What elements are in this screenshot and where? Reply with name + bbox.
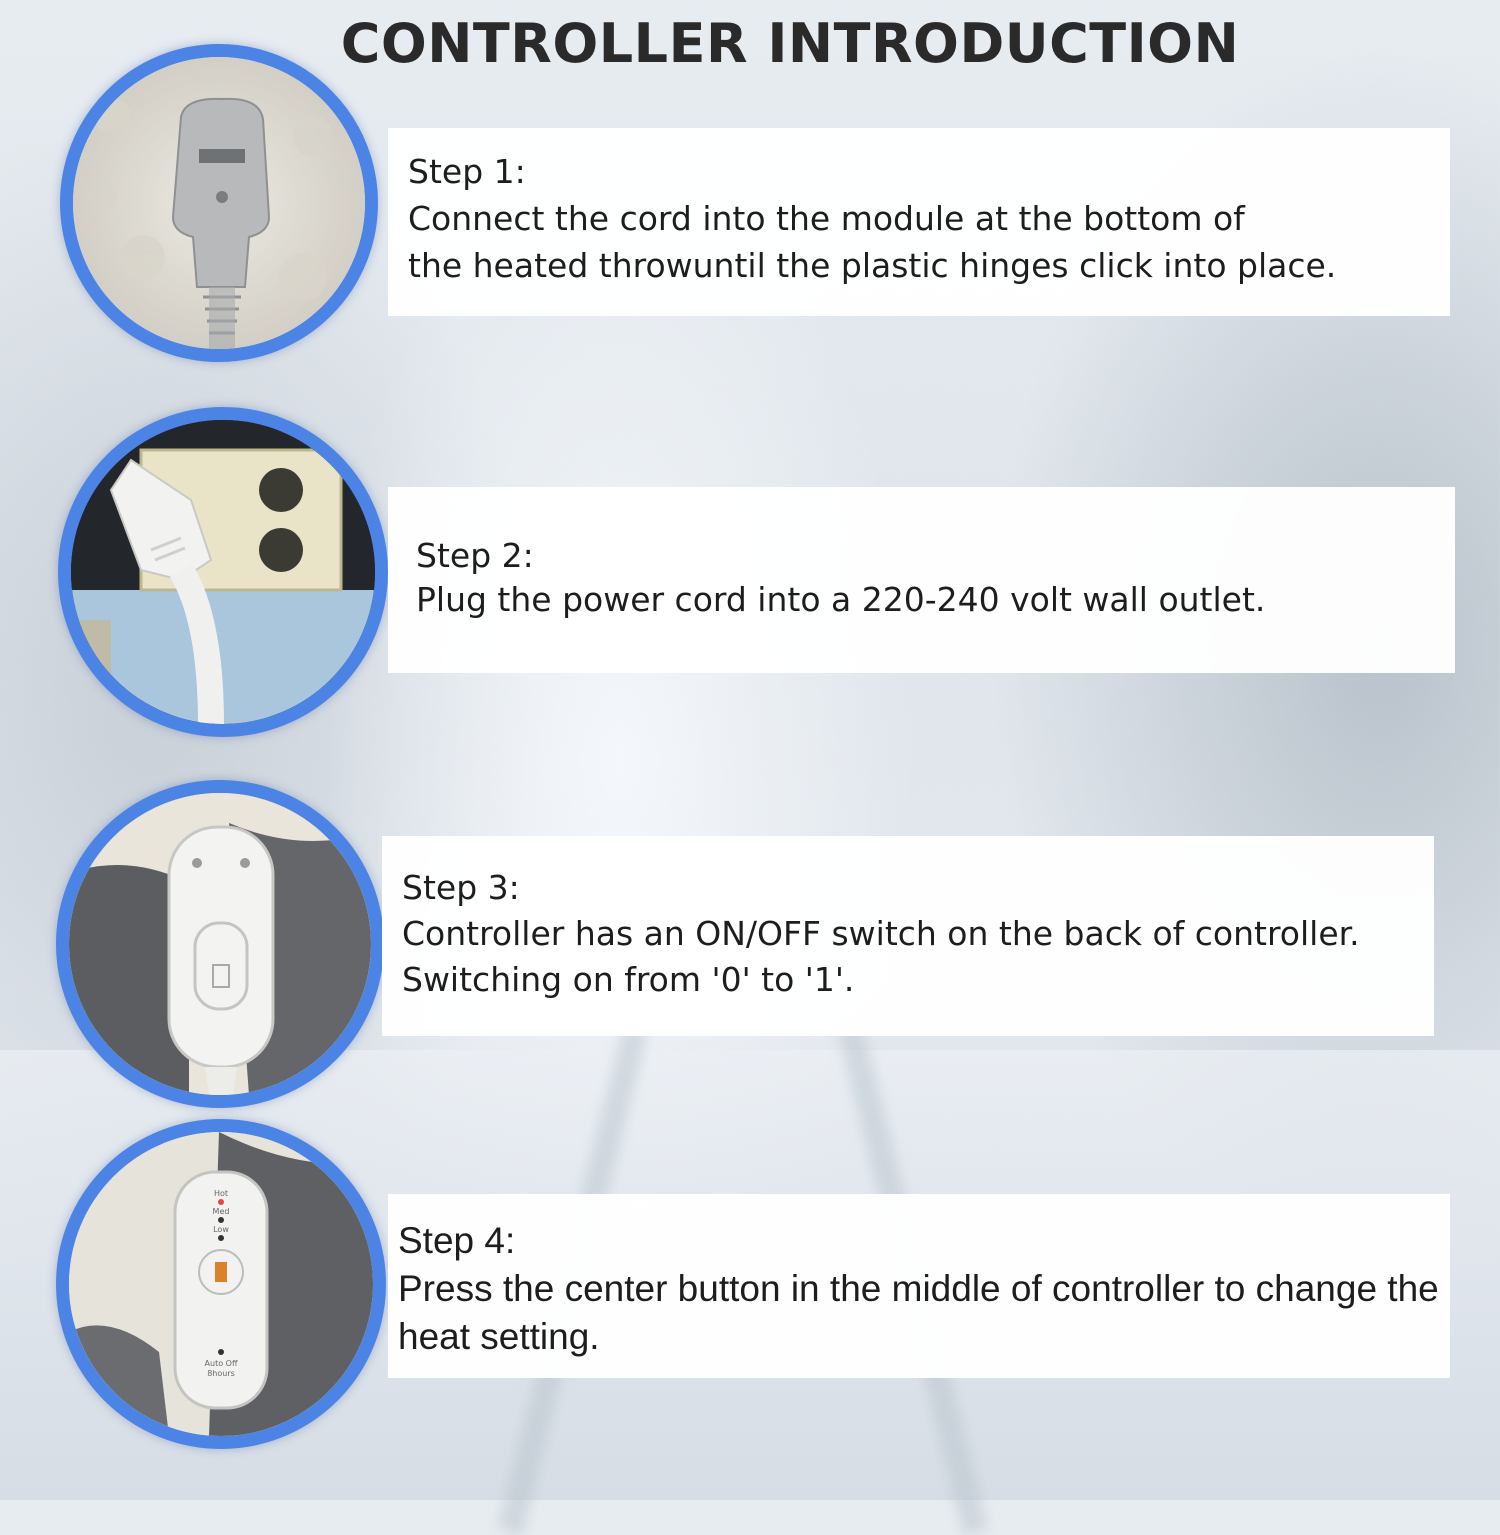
med-label: Med (212, 1207, 230, 1216)
step-4-heading: Step 4: (398, 1220, 516, 1261)
step-4-card (388, 1194, 1450, 1378)
step-2-photo (58, 407, 388, 737)
controller-switch-icon (69, 793, 371, 1095)
step-1-photo (60, 44, 378, 362)
auto-off-label: Auto Off (204, 1359, 238, 1368)
step-1-card (388, 128, 1450, 316)
step-1-text-line-1: Connect the cord into the module at the bottom of (408, 199, 1245, 238)
wall-outlet-icon (71, 420, 375, 724)
step-4-photo (56, 1119, 386, 1449)
page-title: CONTROLLER INTRODUCTION (340, 12, 1240, 75)
hot-label: Hot (213, 1189, 229, 1198)
step-1-heading: Step 1: (408, 152, 526, 191)
plug-connector-icon (73, 57, 365, 349)
step-1-text-line-2: the heated throwuntil the plastic hinges click into place. (408, 246, 1337, 285)
step-3-text-line-2: Switching on from '0' to '1'. (402, 960, 855, 999)
step-3-photo (56, 780, 384, 1108)
low-label: Low (213, 1225, 229, 1234)
step-4-text-line-1: Press the center button in the middle of controller to change the (398, 1268, 1439, 1309)
step-2-heading: Step 2: (416, 536, 534, 575)
step-2-card (388, 487, 1455, 673)
controller-buttons-icon (69, 1132, 373, 1436)
step-3-text-line-1: Controller has an ON/OFF switch on the back of controller. (402, 914, 1360, 953)
hours-label: 8hours (207, 1369, 235, 1378)
step-3-heading: Step 3: (402, 868, 520, 907)
step-2-text-line-1: Plug the power cord into a 220-240 volt wall outlet. (416, 580, 1266, 619)
step-3-card (382, 836, 1434, 1036)
step-4-text-line-2: heat setting. (398, 1316, 600, 1357)
